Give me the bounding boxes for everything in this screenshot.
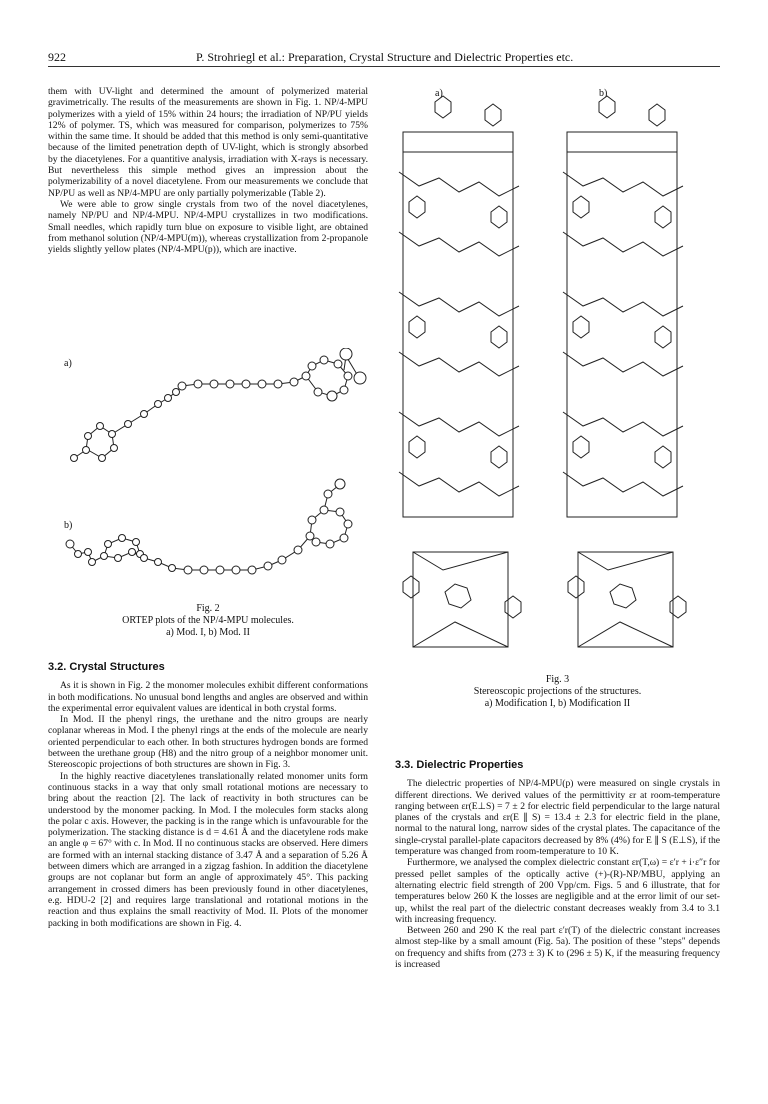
section-3-3-paragraph-2: Furthermore, we analysed the complex dielectric constant εr(T,ω) = ε′r + i·ε″r for pressed pellet samples of the optically active (+)-(R)-NP/MBU, applying an alternating electric field strength of 200 Vpp/cm. Figs. 5 and 6 illustrate, that for temperatures below 260 K the losses are negligible and at the error limit of our set-up, whilst the real part of the dielectric constant decreases weakly from 3.4 to 3.1 with increasing frequency. [395,857,720,925]
fig2-caption [48,603,368,639]
fig2-caption-title: Fig. 2 [196,603,220,614]
running-title: P. Strohriegl et al.: Preparation, Crystal Structure and Dielectric Properties etc. [196,50,574,64]
fig3-label-b: b) [599,88,608,99]
section-3-2-paragraph-1: As it is shown in Fig. 2 the monomer molecules exhibit different conformations in both modifications. No unusual bond lengths and angles are observed and within the experimental error equivalent values are identical in both crystal forms. [48,680,368,714]
fig3-caption-title: Fig. 3 [545,674,570,685]
fig3-label-a: a) [435,88,443,99]
page-header [48,48,720,67]
stereo-projections-mod2 [395,542,720,667]
intro-paragraph-1: them with UV-light and determined the amount of polymerized material gravimetrically. The results of the measurements are shown in Fig. 1. NP/4-MPU polymerizes with a yield of 15% within 24 hours; the irradiation of NP/PU yields 12% of polymer. TS, which was measured for comparison, polymerizes to 75% within the same time. It should be added that this method is only semi-quantitative because of the limited penetration depth of UV-light, which is strongly absorbed by the diacetylenes. For a quantitive analysis, irradiation with X-rays is necessary. But nevertheless this simple method gives an impression about the polymerizability of a novel diacetylene. From our measurements we conclude that NP/PU as well as NP/4-MPU are only partially polymerizable (Table 2). [48,86,368,199]
section-3-2 [48,662,368,929]
fig2-label-a: a) [64,358,72,369]
figure-3 [395,82,720,667]
fig3-caption [395,674,720,710]
ortep-plots [48,348,368,588]
section-3-2-paragraph-3: In the highly reactive diacetylenes translationally related monomer units form continuous stacks in a way that only small rotational motions are necessary to bring about the reaction [2]. The lack of reactivity in both structures can be understood by the monomer packing. In Mod. I the molecules form stacks along the polar c axis. However, the packing is in the range which is unfavourable for the polymerization. The stacking distance is d = 4.61 Å and the diacetylene rods make an angle φ = 67° with c. In Mod. II no continuous stacks are observed. Here dimers are formed with an internal stacking distance of 3.47 Å and a separation of 5.26 Å between dimers which are arranged in a zigzag fashion. In addition the diacetylene groups are not coplanar but form an angle of approximately 45°. This packing arrangement in crossed dimers has been previously found in other diacetylenes, e.g. HDU-2 [2] and requires large translational and rotational motions in the reaction and thus explains the small reactivity of Mod. II. Plots of the monomer packing in both modifications are shown in Fig. 4. [48,770,368,929]
section-3-3 [395,760,720,970]
section-3-2-heading: 3.2. Crystal Structures [48,661,165,673]
fig2-label-b: b) [64,520,73,531]
fig3-caption-line1: Stereoscopic projections of the structures. [473,686,642,697]
page-number: 922 [48,50,66,64]
fig3-caption-line2: a) Modification I, b) Modification II [484,698,631,709]
section-3-3-paragraph-1: The dielectric properties of NP/4-MPU(p) were measured on single crystals in different directions. We derived values of the permittivity εr at room-temperature ranging between εr(E⊥S) = 7 ± 2 for electric field perpendicular to the large natural planes of the crystals and εr(E ∥ S) = 13.4 ± 2.3 for electric field in the plane, normal to the natural long, narrow sides of the crystal plates. The capacitance of the single-crystal parallel-plate capacitors decreased by 8% (4%) for E ∥ S (E⊥S), if the temperature was changed from room-temperature to 10 K. [395,778,720,858]
section-3-2-paragraph-2: In Mod. II the phenyl rings, the urethane and the nitro groups are nearly coplanar whereas in Mod. I the phenyl rings at the ends of the molecule are nearly oriented perpendicular to each other. In both structures hydrogen bonds are formed between the urethane group (H8) and the nitro group of a neighbor monomer unit. Stereoscopic projections of both structures are shown in Fig. 3. [48,714,368,771]
fig2-caption-line2: a) Mod. I, b) Mod. II [166,627,250,638]
intro-paragraph-2: We were able to grow single crystals from two of the novel diacetylenes, namely NP/PU and NP/4-MPU. NP/4-MPU crystallizes in two modifications. Small needles, which rapidly turn blue on exposure to visible light, are obtained from methanol solution (NP/4-MPU(m)), whereas crystallization from 2-propanole yields slightly yellow plates (NP/4-MPU(p)), which are inactive. [48,198,368,256]
figure-2 [48,348,368,643]
fig2-caption-line1: ORTEP plots of the NP/4-MPU molecules. [122,615,294,626]
section-3-3-heading: 3.3. Dielectric Properties [395,759,524,771]
left-column-intro [48,86,368,255]
section-3-3-paragraph-3: Between 260 and 290 K the real part ε′r(T) of the dielectric constant increases almost step-like by a small amount (Fig. 5a). The position of these "steps" depends on frequency and shifts from (273 ± 3) K to (296 ± 5) K, if the measuring frequency is increased [395,925,720,971]
stereo-projections [395,82,720,552]
